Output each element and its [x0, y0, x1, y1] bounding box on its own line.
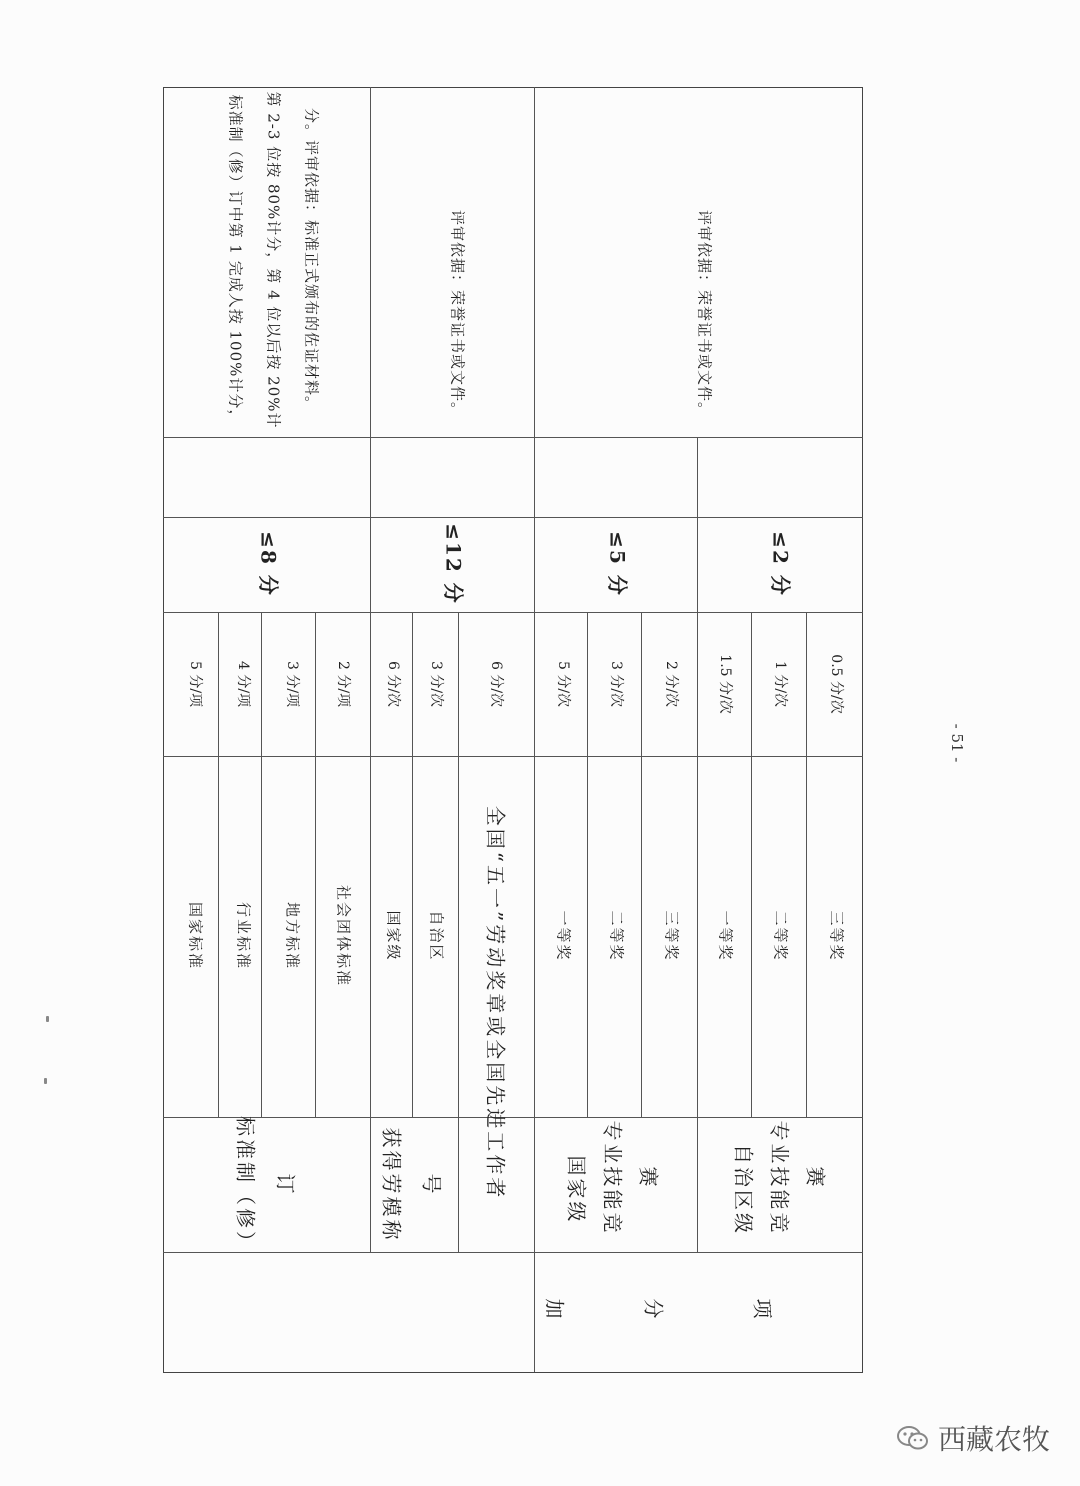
item-national-second-prize: 二等奖 — [607, 910, 626, 962]
item-regional-second-prize: 二等奖 — [771, 910, 790, 962]
item-regional-level: 自治区 — [427, 910, 446, 962]
score-regional-third-prize: 0.5 分/次 — [828, 654, 844, 714]
score-regional-first-prize: 1.5 分/次 — [717, 654, 733, 714]
watermark — [896, 1418, 1050, 1458]
score-national-second-prize: 3 分/次 — [608, 660, 624, 708]
criteria-standards-line3: 分。评审依据：标准正式颁布的佐证材料。 — [302, 107, 321, 413]
item-national-standard: 国家标准 — [186, 901, 205, 971]
category-standards-line1: 标准制（修） — [233, 1116, 258, 1254]
score-national-third-prize: 2 分/次 — [663, 660, 679, 708]
limit-regional-contest: ≤2 分 — [768, 531, 793, 597]
score-national-first-prize: 5 分/次 — [555, 660, 571, 708]
category-regional-contest-line1: 自治区级 — [731, 1144, 756, 1236]
score-regional-second-prize: 1 分/次 — [772, 660, 788, 708]
item-national-level: 国家级 — [384, 910, 403, 962]
item-national-third-prize: 三等奖 — [662, 910, 681, 962]
score-national-level: 6 分/次 — [385, 660, 401, 708]
item-regional-third-prize: 三等奖 — [827, 910, 846, 962]
category-national-contest-line3: 赛 — [636, 1166, 661, 1190]
item-group-standard: 社会团体标准 — [334, 884, 353, 988]
category-regional-contest-line3: 赛 — [803, 1166, 828, 1190]
score-local-standard: 3 分/项 — [284, 660, 300, 708]
category-may-day-medal: 全国“五一”劳动奖章或全国先进工作者 — [483, 805, 508, 1201]
item-national-first-prize: 一等奖 — [554, 910, 573, 962]
watermark-text: 西藏农牧 — [938, 1423, 1051, 1456]
score-group-standard: 2 分/项 — [335, 660, 351, 708]
limit-model-worker: ≤12 分 — [441, 523, 466, 605]
section-label-3: 项 — [750, 1298, 775, 1322]
score-national-standard: 5 分/项 — [187, 660, 203, 708]
category-model-worker-line1: 获得劳模称 — [379, 1127, 404, 1243]
score-may-day-medal: 6 分/次 — [488, 660, 504, 708]
category-regional-contest-line2: 专业技能竞 — [767, 1120, 792, 1236]
section-label-1: 加 — [542, 1298, 567, 1322]
scan-speck — [44, 1078, 47, 1084]
category-model-worker-line2: 号 — [419, 1173, 444, 1197]
criteria-standards-line2: 第 2-3 位按 80%计分，第 4 位以后按 20%计 — [264, 91, 283, 429]
category-national-contest-line2: 专业技能竞 — [600, 1120, 625, 1236]
wechat-icon — [896, 1424, 930, 1452]
category-standards-line2: 订 — [273, 1173, 298, 1197]
item-regional-first-prize: 一等奖 — [716, 910, 735, 962]
category-national-contest-line1: 国家级 — [564, 1155, 589, 1225]
item-local-standard: 地方标准 — [283, 901, 302, 971]
criteria-contests: 评审依据：荣誉证书或文件。 — [695, 209, 714, 419]
page-number: - 51 - — [948, 723, 966, 763]
criteria-model-worker: 评审依据：荣誉证书或文件。 — [448, 209, 467, 419]
limit-standards: ≤8 分 — [256, 531, 281, 597]
item-industry-standard: 行业标准 — [234, 901, 253, 971]
limit-national-contest: ≤5 分 — [605, 531, 630, 597]
score-regional-level: 3 分/次 — [428, 660, 444, 708]
scan-speck — [46, 1016, 49, 1022]
score-industry-standard: 4 分/项 — [235, 660, 251, 708]
criteria-standards-line1: 标准制（修）订中第 1 完成人按 100%计分， — [226, 94, 245, 426]
section-label-2: 分 — [641, 1298, 666, 1322]
